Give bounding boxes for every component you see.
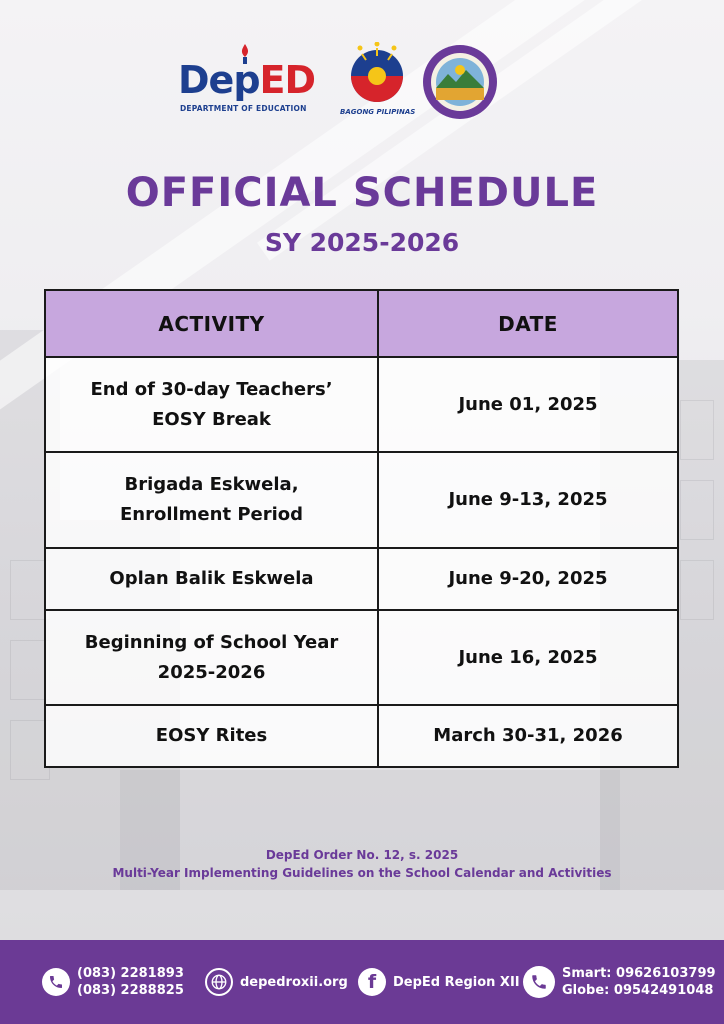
activity-line: Enrollment Period: [119, 504, 304, 525]
activity-line: 2025-2026: [157, 661, 266, 683]
deped-subtitle: DEPARTMENT OF EDUCATION: [180, 104, 307, 113]
deped-dep-text: Dep: [178, 58, 260, 102]
activity-cell: [45, 610, 378, 705]
activity-line: Oplan Balik Eskwela: [109, 568, 314, 589]
phone-number: (083) 2288825: [77, 983, 184, 998]
footer-phones: [42, 940, 184, 1024]
guidelines-title: Multi-Year Implementing Guidelines on the School Calendar and Activities: [112, 866, 612, 880]
activity-cell: [45, 548, 378, 610]
activity-line: EOSY Rites: [155, 725, 268, 746]
table-row: [45, 705, 678, 767]
facebook-icon: f: [358, 968, 386, 996]
phone-icon: [42, 968, 70, 996]
globe-icon: [205, 968, 233, 996]
footer-facebook[interactable]: [358, 940, 520, 1024]
table-row: [45, 610, 678, 705]
deped-ed-text: ED: [259, 58, 316, 102]
footer-website[interactable]: [205, 940, 348, 1024]
column-header-date: DATE: [378, 290, 678, 357]
activity-line: Brigada Eskwela,: [124, 474, 299, 495]
schedule-table: [44, 289, 679, 768]
website-link[interactable]: depedroxii.org: [240, 974, 348, 990]
activity-line: EOSY Break: [152, 408, 271, 430]
date-cell: June 9-13, 2025: [378, 452, 678, 548]
table-row: [45, 452, 678, 548]
date-cell: June 16, 2025: [378, 610, 678, 705]
activity-cell: [45, 705, 378, 767]
activity-line: End of 30-day Teachers’: [90, 378, 333, 400]
bagong-pilipinas-text: BAGONG PILIPINAS: [340, 108, 416, 116]
activity-cell: [45, 452, 378, 548]
page-title: OFFICIAL SCHEDULE: [125, 170, 599, 216]
table-header-row: [45, 290, 678, 357]
contact-footer: [0, 940, 724, 1024]
deped-logo: [178, 56, 328, 116]
bagong-pilipinas-logo: [340, 42, 414, 120]
phone-number: (083) 2281893: [77, 966, 184, 981]
logo-row: [178, 42, 508, 122]
region-seal: [422, 44, 498, 120]
date-cell: June 01, 2025: [378, 357, 678, 452]
mobile-phone-icon: [523, 966, 555, 998]
facebook-page[interactable]: DepEd Region XII: [393, 974, 520, 990]
school-year-subtitle: SY 2025-2026: [264, 228, 460, 257]
date-cell: June 9-20, 2025: [378, 548, 678, 610]
column-header-activity: ACTIVITY: [45, 290, 378, 357]
deped-order-reference: DepEd Order No. 12, s. 2025: [265, 848, 459, 862]
footer-mobile: [523, 940, 716, 1024]
table-row: [45, 357, 678, 452]
date-cell: March 30-31, 2026: [378, 705, 678, 767]
activity-cell: [45, 357, 378, 452]
globe-number: Globe: 09542491048: [562, 983, 714, 998]
table-row: [45, 548, 678, 610]
smart-number: Smart: 09626103799: [562, 966, 716, 981]
activity-line: Beginning of School Year: [84, 631, 339, 653]
